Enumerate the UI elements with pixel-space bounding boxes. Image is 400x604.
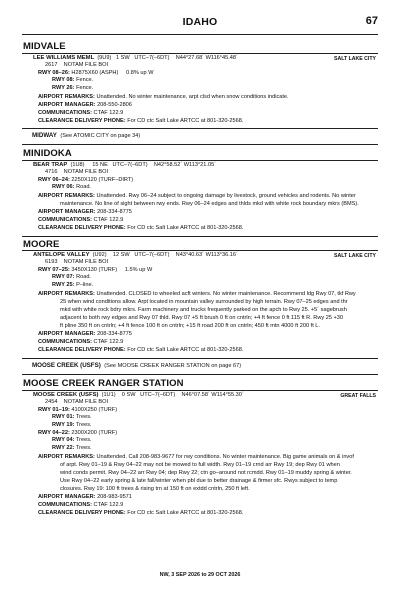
clearance-label: CLEARANCE DELIVERY PHONE: bbox=[38, 225, 126, 231]
remarks-line bbox=[0, 454, 400, 461]
airport-utc: UTC–7(–6DT) bbox=[112, 162, 148, 168]
runway-dimensions: 2250X120 (TURF–DIRT) bbox=[71, 177, 134, 183]
remarks-continuation: maintenance. No line of sight between rwy ends. Rwy 06–24 edges and thlds mkd with white rock boundary mkrs (BMS). bbox=[60, 201, 359, 207]
runway-gradient: 1.5% up W bbox=[124, 267, 153, 273]
runway-end-line bbox=[0, 282, 400, 289]
runway-end-value: Trees. bbox=[75, 445, 92, 451]
remarks-label: AIRPORT REMARKS: bbox=[38, 454, 95, 460]
runway-end-value: Trees. bbox=[75, 422, 92, 428]
remarks-line bbox=[0, 291, 400, 298]
airport-line-bear-trap bbox=[0, 162, 400, 169]
clearance-value: For CD ctc Salt Lake ARTCC at 801-320-2568. bbox=[127, 225, 244, 231]
clearance-line bbox=[0, 510, 400, 517]
airport-utc: UTC–7(–6DT) bbox=[134, 55, 170, 61]
runway-end-label: RWY 06: bbox=[52, 184, 75, 190]
manager-phone: 208-550-2806 bbox=[97, 102, 132, 108]
runway-end-value: Road. bbox=[76, 274, 91, 280]
runway-end-label: RWY 22: bbox=[52, 445, 75, 451]
runway-end-line bbox=[0, 85, 400, 92]
manager-label: AIRPORT MANAGER: bbox=[38, 331, 96, 337]
elevation: 4716 bbox=[45, 169, 58, 175]
midway-reference bbox=[32, 132, 140, 139]
section-rule bbox=[22, 128, 378, 129]
runway-end-line bbox=[0, 184, 400, 191]
moose-creek-ref-note: (See MOOSE CREEK RANGER STATION on page 67) bbox=[104, 363, 242, 369]
airport-id: (1U8) bbox=[70, 162, 85, 168]
airport-location: 0 SW bbox=[121, 392, 136, 398]
elevation-line bbox=[0, 62, 400, 69]
clearance-label: CLEARANCE DELIVERY PHONE: bbox=[38, 118, 126, 124]
chart-name: SALT LAKE CITY bbox=[334, 253, 376, 259]
airport-location: 12 SW bbox=[112, 252, 130, 258]
remarks-continuation: Use Rwy 04–22 early spring & late fall/winter when pbl due to better drainage & firmer sfc. Rwys subject to temp bbox=[60, 478, 338, 484]
runway-end-value: Fence. bbox=[76, 85, 94, 91]
section-rule bbox=[22, 390, 378, 391]
section-rule bbox=[22, 358, 378, 359]
runway-end-line bbox=[0, 274, 400, 281]
runway-end-label: RWY 25: bbox=[52, 282, 75, 288]
section-rule bbox=[22, 144, 378, 145]
comm-value: CTAF 122.9 bbox=[93, 217, 124, 223]
section-rule bbox=[22, 374, 378, 375]
comm-label: COMMUNICATIONS: bbox=[38, 110, 92, 116]
runway-dimensions: 2300X200 (TURF) bbox=[71, 430, 118, 436]
airport-name: LEE WILLIAMS MEML bbox=[33, 55, 95, 61]
airport-utc: UTC–7(–6DT) bbox=[140, 392, 176, 398]
city-heading-moore: MOORE bbox=[23, 239, 60, 250]
section-rule bbox=[22, 236, 378, 237]
runway-dimensions: 4100X250 (TURF) bbox=[71, 407, 118, 413]
airport-name: MOOSE CREEK (USFS) bbox=[33, 392, 99, 398]
page-header bbox=[0, 16, 400, 36]
airport-location: 15 NE bbox=[92, 162, 108, 168]
remarks-text: Unattended. CLOSED to wheeled acft winters. No winter maintenance. Recommend ldg Rwy 07, tkf Rwy bbox=[96, 291, 356, 297]
runway-end-value: Road. bbox=[76, 184, 91, 190]
runway-end-label: RWY 01: bbox=[52, 414, 75, 420]
manager-line bbox=[0, 494, 400, 501]
elevation: 6193 bbox=[45, 259, 58, 265]
midway-note: (See ATOMIC CITY on page 34) bbox=[60, 133, 141, 139]
manager-label: AIRPORT MANAGER: bbox=[38, 209, 96, 215]
notam-file: NOTAM FILE BOI bbox=[63, 259, 109, 265]
runway-dimensions: H2875X60 (ASPH) bbox=[71, 70, 119, 76]
runway-line bbox=[0, 177, 400, 184]
elevation-line bbox=[0, 399, 400, 406]
remarks-label: AIRPORT REMARKS: bbox=[38, 94, 95, 100]
remarks-continuation: ft pline 350 ft on cntrln; +4 ft fence 100 ft on cntrln; +15 ft road 200 ft on cntrln; 450 ft mtn 4000 ft 200 ft L. bbox=[60, 323, 320, 329]
runway-end-line bbox=[0, 437, 400, 444]
section-rule bbox=[22, 250, 378, 251]
state-title: IDAHO bbox=[182, 16, 218, 28]
remarks-continuation: closures. Rwy 19: 100 ft trees & rising trn at 150 ft on extdd cntrln, 250 ft left. bbox=[60, 486, 250, 492]
airport-name: ANTELOPE VALLEY bbox=[33, 252, 90, 258]
remarks-label: AIRPORT REMARKS: bbox=[38, 291, 95, 297]
runway-gradient: 0.8% up W bbox=[126, 70, 154, 76]
runway-label: RWY 01–19: bbox=[38, 407, 70, 413]
comm-line bbox=[0, 217, 400, 224]
comm-line bbox=[0, 110, 400, 117]
runway-line bbox=[0, 267, 400, 274]
effective-dates-footer: NW, 3 SEP 2026 to 29 OCT 2026 bbox=[159, 572, 241, 578]
midway-name: MIDWAY bbox=[32, 132, 57, 139]
clearance-label: CLEARANCE DELIVERY PHONE: bbox=[38, 347, 126, 353]
notam-file: NOTAM FILE BOI bbox=[63, 169, 109, 175]
runway-end-label: RWY 08: bbox=[52, 77, 75, 83]
airport-coords: N43°40.63´ W113°36.16´ bbox=[175, 252, 238, 258]
airport-coords: N42°58.52´ W113°21.05´ bbox=[153, 162, 217, 168]
runway-line bbox=[0, 407, 400, 414]
airport-location: 1 SW bbox=[115, 55, 130, 61]
elevation-line bbox=[0, 169, 400, 176]
comm-line bbox=[0, 502, 400, 509]
remarks-text: Unattended. Rwy 06–24 subject to ongoing damage by livestock, ground vehicles and rodents. No winter bbox=[96, 193, 356, 199]
comm-value: CTAF 122.9 bbox=[93, 110, 124, 116]
runway-end-label: RWY 19: bbox=[52, 422, 75, 428]
remarks-line bbox=[0, 94, 400, 101]
runway-end-label: RWY 26: bbox=[52, 85, 75, 91]
page-number: 67 bbox=[365, 15, 378, 27]
remarks-continuation: 25 when wind conditions allow. Arpt located in mountain valley surrounded by high terrain. Rwy 07–25 edges and thr bbox=[60, 299, 348, 305]
city-heading-minidoka: MINIDOKA bbox=[23, 148, 72, 159]
elevation: 2454 bbox=[45, 399, 58, 405]
airport-coords: N44°27.68´ W116°45.48´ bbox=[175, 55, 238, 61]
manager-line bbox=[0, 331, 400, 338]
clearance-line bbox=[0, 118, 400, 125]
clearance-line bbox=[0, 347, 400, 354]
clearance-value: For CD ctc Salt Lake ARTCC at 801-320-2568. bbox=[127, 118, 244, 124]
remarks-text: Unattended. Call 208-983-9677 for rwy conditions. No winter maintenance. Big game animals on & invof bbox=[96, 454, 354, 460]
remarks-continuation: mkd with white rock bdry mkrs. Farm machinery and trucks frequently parked on the apch to Rwy 25. +5´ sagebrush bbox=[60, 307, 347, 313]
manager-phone: 208-334-8775 bbox=[97, 209, 132, 215]
manager-line bbox=[0, 209, 400, 216]
runway-end-line bbox=[0, 422, 400, 429]
airport-coords: N46°07.58´ W114°55.30´ bbox=[181, 392, 244, 398]
clearance-value: For CD ctc Salt Lake ARTCC at 801-320-2568. bbox=[127, 347, 244, 353]
runway-label: RWY 07–25: bbox=[38, 267, 70, 273]
comm-label: COMMUNICATIONS: bbox=[38, 217, 92, 223]
runway-end-value: Trees. bbox=[75, 437, 92, 443]
chart-name: GREAT FALLS bbox=[340, 393, 376, 399]
runway-end-line bbox=[0, 77, 400, 84]
clearance-value: For CD ctc Salt Lake ARTCC at 801-320-2568. bbox=[127, 510, 244, 516]
manager-phone: 208-983-9571 bbox=[97, 494, 132, 500]
runway-end-line bbox=[0, 445, 400, 452]
section-rule bbox=[22, 53, 378, 54]
city-heading-midvale: MIDVALE bbox=[23, 41, 66, 52]
section-rule bbox=[22, 160, 378, 161]
remarks-label: AIRPORT REMARKS: bbox=[38, 193, 95, 199]
runway-line bbox=[0, 70, 400, 77]
clearance-label: CLEARANCE DELIVERY PHONE: bbox=[38, 510, 126, 516]
clearance-line bbox=[0, 225, 400, 232]
runway-end-line bbox=[0, 414, 400, 421]
city-heading-moose-creek-rs: MOOSE CREEK RANGER STATION bbox=[23, 378, 184, 389]
remarks-continuation: wind conds permit. Rwy 04–22 arr Rwy 04; dep Rwy 22; ctn go–around not rcmdd. Rwy 01–19 muddy spring & winter. bbox=[60, 470, 352, 476]
notam-file: NOTAM FILE BOI bbox=[63, 62, 109, 68]
runway-line bbox=[0, 430, 400, 437]
runway-label: RWY 04–22: bbox=[38, 430, 70, 436]
runway-dimensions: 3450X130 (TURF) bbox=[71, 267, 118, 273]
manager-label: AIRPORT MANAGER: bbox=[38, 102, 96, 108]
notam-file: NOTAM FILE BOI bbox=[63, 399, 109, 405]
runway-label: RWY 06–24: bbox=[38, 177, 70, 183]
elevation: 2617 bbox=[45, 62, 58, 68]
runway-end-value: Trees. bbox=[75, 414, 92, 420]
manager-line bbox=[0, 102, 400, 109]
airport-id: (U92) bbox=[92, 252, 107, 258]
moose-creek-reference bbox=[32, 362, 241, 369]
airport-utc: UTC–7(–6DT) bbox=[134, 252, 170, 258]
manager-phone: 208-334-8775 bbox=[97, 331, 132, 337]
airport-id: (1U1) bbox=[101, 392, 116, 398]
header-rule bbox=[22, 34, 378, 35]
runway-end-label: RWY 04: bbox=[52, 437, 75, 443]
runway-end-label: RWY 07: bbox=[52, 274, 75, 280]
remarks-line bbox=[0, 193, 400, 200]
elevation-line bbox=[0, 259, 400, 266]
remarks-continuation: adjacent to both rwy edges and Rwy 07 thld. Rwy 07 +5 ft brush 0 ft on cntrln; +4 ft fence 0 ft 115 ft R. Rwy 25 +30 bbox=[60, 315, 344, 321]
comm-value: CTAF 122.9 bbox=[93, 502, 124, 508]
remarks-text: Unattended. No winter maintenance, arpt clsd when snow conditions indicate. bbox=[96, 94, 289, 100]
airport-id: (9U9) bbox=[97, 55, 112, 61]
moose-creek-ref-name: MOOSE CREEK (USFS) bbox=[32, 362, 101, 369]
airport-name: BEAR TRAP bbox=[33, 162, 68, 168]
comm-label: COMMUNICATIONS: bbox=[38, 502, 92, 508]
comm-line bbox=[0, 339, 400, 346]
runway-label: RWY 08–26: bbox=[38, 70, 70, 76]
comm-label: COMMUNICATIONS: bbox=[38, 339, 92, 345]
runway-end-value: Fence. bbox=[76, 77, 94, 83]
runway-end-value: P–line. bbox=[76, 282, 94, 288]
chart-name: SALT LAKE CITY bbox=[334, 56, 376, 62]
manager-label: AIRPORT MANAGER: bbox=[38, 494, 96, 500]
remarks-continuation: of arpt. Rwy 01–19 & Rwy 04–22 may not be mowed to full width. Rwy 01–19 crnd arr Rwy 19; dep Rwy 01 when bbox=[60, 462, 340, 468]
comm-value: CTAF 122.9 bbox=[93, 339, 124, 345]
